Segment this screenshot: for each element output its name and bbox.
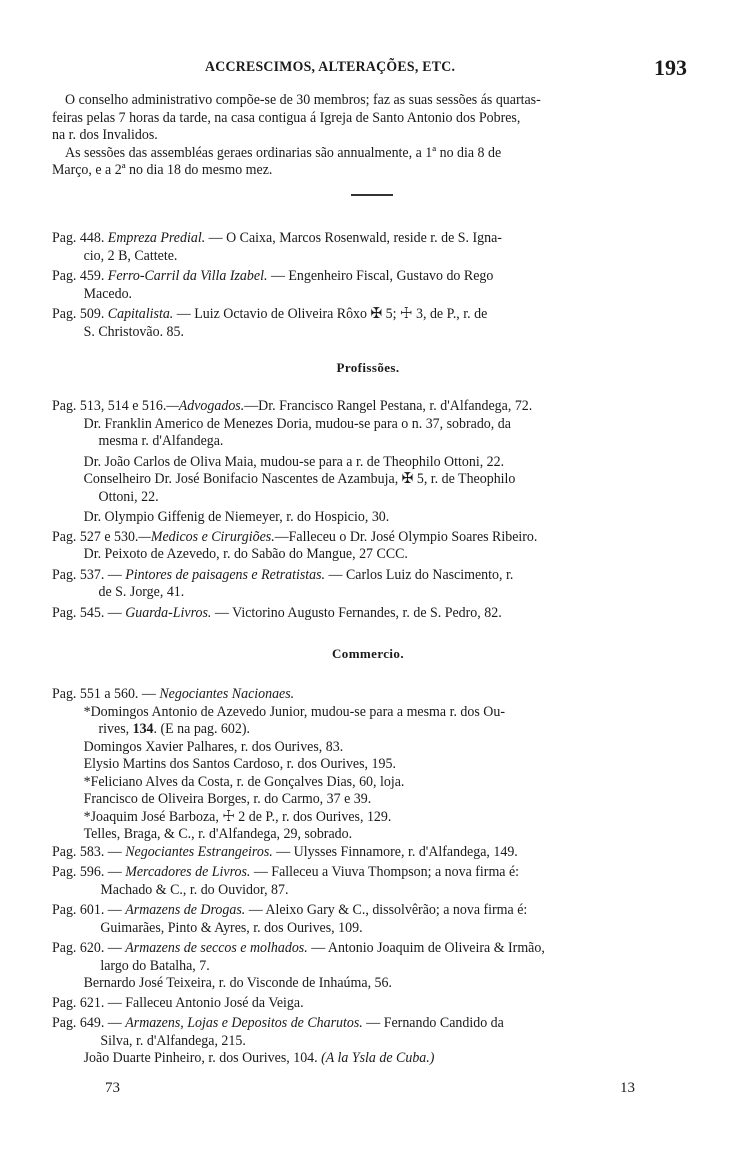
page-ref: Pag. 621. (52, 994, 105, 1011)
page-ref: Pag. 509. (52, 306, 105, 322)
sub-entry: *Domingos Antonio de Azevedo Junior, mudou-se para a mesma r. dos Ou- (83, 703, 505, 720)
entry-category-label: Medicos e Cirurgiões. (150, 528, 275, 545)
entry-text: — Antonio Joaquim de Oliveira & Irmão, (311, 940, 545, 956)
entry-text: — Falleceu a Viuva Thompson; a nova firma é: (253, 864, 520, 880)
section-heading-commercio: Commercio. (332, 646, 404, 661)
running-title: ACCRESCIMOS, ALTERAÇÕES, ETC. (205, 59, 456, 75)
entry-category: Armazens de Drogas. (125, 902, 246, 918)
sub-entry: *Feliciano Alves da Costa, r. de Gonçalves Dias, 60, loja. (83, 773, 405, 790)
sub-entry (52, 1050, 649, 1068)
text-fragment: . (E na pag. 602). (153, 721, 250, 737)
entry-veiga (52, 995, 649, 1013)
page-ref: Pag. 620. (52, 940, 105, 956)
text-line: feiras pelas 7 horas da tarde, na casa contigua á Igreja de Santo Antonio dos Pobres, (52, 109, 521, 126)
sub-entry: Francisco de Oliveira Borges, r. do Carmo, 37 e 39. (83, 791, 372, 807)
text-line: Março, e a 2ª no dia 18 do mesmo mez. (52, 162, 273, 178)
page-ref: Pag. 459. (52, 268, 105, 284)
entry-text: — Luiz Octavio de Oliveira Rôxo ✠ 5; ☩ 3, de P., r. de (176, 306, 488, 322)
entry-category: Ferro-Carril da Villa Izabel. (107, 268, 268, 284)
text-fragment: rives, (98, 721, 133, 737)
bold-number: 134 (132, 721, 154, 737)
sub-entry: *Joaquim José Barboza, ☩ 2 de P., r. dos Ourives, 129. (83, 808, 392, 825)
entry-category: —Medicos e Cirurgiões. (138, 528, 275, 545)
sub-entry: Dr. João Carlos de Oliva Maia, mudou-se para a r. de Theophilo Ottoni, 22. (83, 453, 505, 470)
entry-text: — Engenheiro Fiscal, Gustavo do Rego (270, 268, 494, 284)
page-ref: Pag. 596. (52, 864, 105, 880)
sub-entry-continuation: Ottoni, 22. (98, 488, 159, 505)
italic-note: (A la Ysla de Cuba.) (321, 1050, 435, 1066)
entry-continuation: cio, 2 B, Cattete. (83, 247, 178, 264)
page-ref: Pag. 448. (52, 230, 105, 246)
entry-text: — Ulysses Finnamore, r. d'Alfandega, 149. (276, 843, 518, 860)
sub-entry-continuation: mesma r. d'Alfandega. (98, 433, 224, 449)
section-commercio (52, 686, 649, 1068)
entry-estrangeiros: Pag. 583. — Negociantes Estrangeiros. — Ulysses Finnamore, r. d'Alfandega, 149. (52, 843, 518, 860)
entry-pintores: Pag. 537. — Pintores de paisagens e Retratistas. — Carlos Luiz do Nascimento, r. (52, 566, 514, 583)
signature-mark-left: 73 (105, 1080, 120, 1096)
entry-448 (52, 230, 649, 248)
sub-entry: Bernardo José Teixeira, r. do Visconde de Inhaúma, 56. (83, 975, 392, 991)
sub-entry: Dr. Olympio Giffenig de Niemeyer, r. do Hospicio, 30. (83, 509, 390, 525)
entry-category: Empreza Predial. (107, 230, 206, 246)
entry-category: Armazens de seccos e molhados. (125, 940, 308, 956)
page-ref: Pag. 527 e 530. (52, 528, 139, 545)
page-ref: Pag. 601. (52, 902, 105, 918)
page-ref: Pag. 545. (52, 604, 105, 621)
text-line: na r. dos Invalidos. (52, 127, 158, 143)
entry-509 (52, 306, 649, 324)
entry-category: Pintores de paisagens e Retratistas. (125, 566, 326, 583)
page-ref: Pag. 649. (52, 1015, 105, 1031)
sub-entry: Dr. Franklin Americo de Menezes Doria, mudou-se para o n. 37, sobrado, da (83, 415, 511, 432)
entry-continuation: Macedo. (83, 285, 133, 302)
entry-text: — O Caixa, Marcos Rosenwald, reside r. de S. Igna- (208, 230, 502, 246)
entry-category: Negociantes Nacionaes. (159, 686, 295, 702)
page-ref: Pag. 583. (52, 843, 105, 860)
entry-continuation: Machado & C., r. do Ouvidor, 87. (100, 881, 289, 898)
sub-entry: Conselheiro Dr. José Bonifacio Nascentes de Azambuja, ✠ 5, r. de Theophilo (83, 471, 516, 487)
entry-text: —Dr. Francisco Rangel Pestana, r. d'Alfandega, 72. (244, 398, 533, 414)
entry-continuation: S. Christovão. 85. (83, 323, 185, 340)
entry-text: — Falleceu Antonio José da Veiga. (107, 994, 304, 1011)
entry-continuation: largo do Batalha, 7. (100, 957, 210, 974)
text-line: As sessões das assembléas geraes ordinarias são annualmente, a 1ª no dia 8 de (65, 144, 502, 161)
page-ref: Pag. 551 a 560. (52, 686, 139, 702)
sub-entry-continuation (52, 721, 649, 739)
section-heading-profissoes: Profissões. (336, 360, 400, 375)
entry-negociantes: Pag. 551 a 560. — Negociantes Nacionaes. (52, 686, 295, 702)
entry-459 (52, 268, 649, 286)
entry-continuation: Guimarães, Pinto & Ayres, r. dos Ourives, 109. (100, 919, 363, 936)
entry-category: Mercadores de Livros. (125, 864, 251, 880)
section-profissoes (52, 398, 649, 622)
entry-text: —Falleceu o Dr. José Olympio Soares Ribeiro. (274, 528, 538, 545)
entry-seccos: Pag. 620. — Armazens de seccos e molhados. — Antonio Joaquim de Oliveira & Irmão, (52, 940, 545, 956)
entry-text: — Fernando Candido da (366, 1015, 504, 1031)
entry-drogas: Pag. 601. — Armazens de Drogas. — Aleixo Gary & C., dissolvêrão; a nova firma é: (52, 902, 528, 918)
sub-entry: Elysio Martins dos Santos Cardoso, r. dos Ourives, 195. (83, 756, 396, 772)
page-ref: Pag. 513, 514 e 516. (52, 398, 167, 414)
entry-text: — Aleixo Gary & C., dissolvêrão; a nova firma é: (248, 902, 528, 918)
entry-continuation: de S. Jorge, 41. (98, 584, 185, 600)
sub-entry: Domingos Xavier Palhares, r. dos Ourives, 83. (83, 738, 344, 755)
page-ref: Pag. 537. (52, 566, 105, 583)
text-line: O conselho administrativo compõe-se de 30 membros; faz as suas sessões ás quartas- (65, 92, 541, 108)
entry-continuation: Silva, r. d'Alfandega, 215. (100, 1032, 246, 1049)
entry-category-label: Advogados. (178, 398, 245, 414)
section-divider (351, 194, 393, 196)
entry-category: Negociantes Estrangeiros. (125, 843, 273, 860)
entry-text: — Carlos Luiz do Nascimento, r. (328, 566, 514, 583)
entry-medicos (52, 529, 649, 547)
sub-entry: Dr. Peixoto de Azevedo, r. do Sabão do Mangue, 27 CCC. (83, 546, 408, 562)
entries-top (52, 230, 649, 341)
page-number: 193 (654, 55, 687, 80)
text-fragment: João Duarte Pinheiro, r. dos Ourives, 104. (83, 1050, 322, 1066)
entry-category: Armazens, Lojas e Depositos de Charutos. (125, 1015, 363, 1031)
entry-category: —Advogados. (166, 398, 245, 414)
sub-entry: Telles, Braga, & C., r. d'Alfandega, 29, sobrado. (83, 826, 353, 842)
page-header (0, 55, 736, 85)
entry-category: Guarda-Livros. (125, 604, 212, 621)
entry-advogados (52, 398, 649, 416)
intro-paragraph (52, 92, 649, 180)
signature-mark-right: 13 (620, 1080, 635, 1096)
entry-guarda-livros: Pag. 545. — Guarda-Livros. — Victorino Augusto Fernandes, r. de S. Pedro, 82. (52, 604, 502, 621)
entry-charutos: Pag. 649. — Armazens, Lojas e Depositos de Charutos. — Fernando Candido da (52, 1015, 504, 1031)
entry-text: — Victorino Augusto Fernandes, r. de S. Pedro, 82. (214, 604, 502, 621)
entry-mercadores: Pag. 596. — Mercadores de Livros. — Falleceu a Viuva Thompson; a nova firma é: (52, 864, 520, 880)
entry-category: Capitalista. (107, 306, 174, 322)
